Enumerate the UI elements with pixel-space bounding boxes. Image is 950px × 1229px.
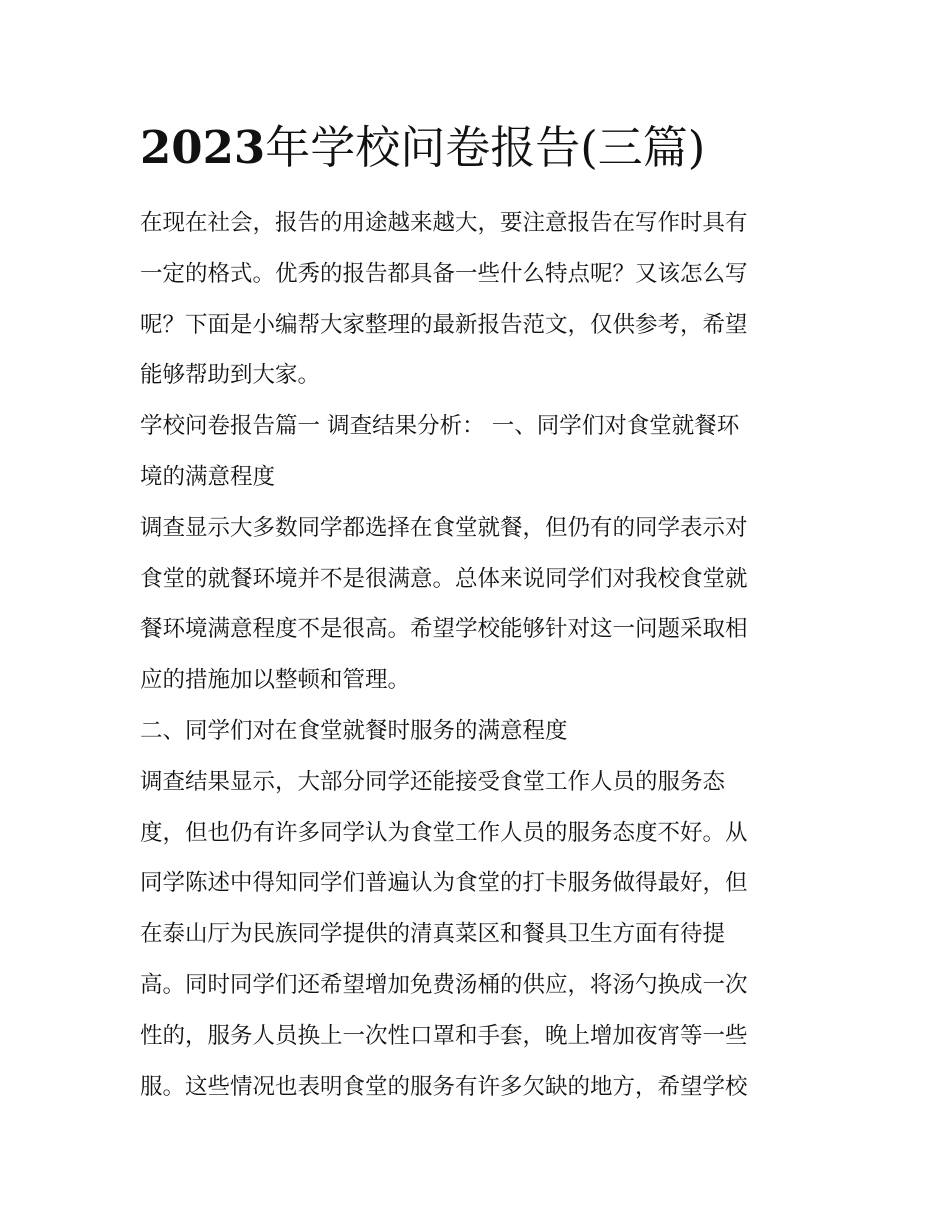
body-line: 食堂的就餐环境并不是很满意。总体来说同学们对我校食堂就 [140,565,748,592]
body-line: 服。这些情况也表明食堂的服务有许多欠缺的地方，希望学校 [140,1073,748,1100]
body-line: 调查结果显示，大部分同学还能接受食堂工作人员的服务态 [140,768,726,795]
body-line: 在泰山厅为民族同学提供的清真菜区和餐具卫生方面有待提 [140,921,726,948]
body-line: 能够帮助到大家。 [140,362,321,389]
document-title [140,118,705,178]
title-text: 年学校问卷报告(三篇) [265,121,706,174]
title-year: 2023 [140,121,266,174]
body-line: 应的措施加以整顿和管理。 [140,667,411,694]
body-line: 高。同时同学们还希望增加免费汤桶的供应，将汤勺换成一次 [140,971,748,998]
body-line: 一定的格式。优秀的报告都具备一些什么特点呢？又该怎么写 [140,260,748,287]
body-line: 呢？下面是小编帮大家整理的最新报告范文，仅供参考，希望 [140,311,748,338]
body-line: 在现在社会，报告的用途越来越大，要注意报告在写作时具有 [140,210,748,236]
body-line: 同学陈述中得知同学们普遍认为食堂的打卡服务做得最好，但 [140,870,748,897]
body-line: 度，但也仍有许多同学认为食堂工作人员的服务态度不好。从 [140,819,748,846]
body-line: 餐环境满意程度不是很高。希望学校能够针对这一问题采取相 [140,616,748,643]
section-heading-line: 境的满意程度 [140,463,276,490]
section-heading-line: 学校问卷报告篇一 调查结果分析： 一、同学们对食堂就餐环 [140,413,740,440]
body-line: 性的，服务人员换上一次性口罩和手套，晚上增加夜宵等一些 [140,1022,748,1049]
body-line: 调查显示大多数同学都选择在食堂就餐，但仍有的同学表示对 [140,514,748,541]
document-body [140,198,820,1112]
section-heading-line: 二、同学们对在食堂就餐时服务的满意程度 [140,717,568,744]
